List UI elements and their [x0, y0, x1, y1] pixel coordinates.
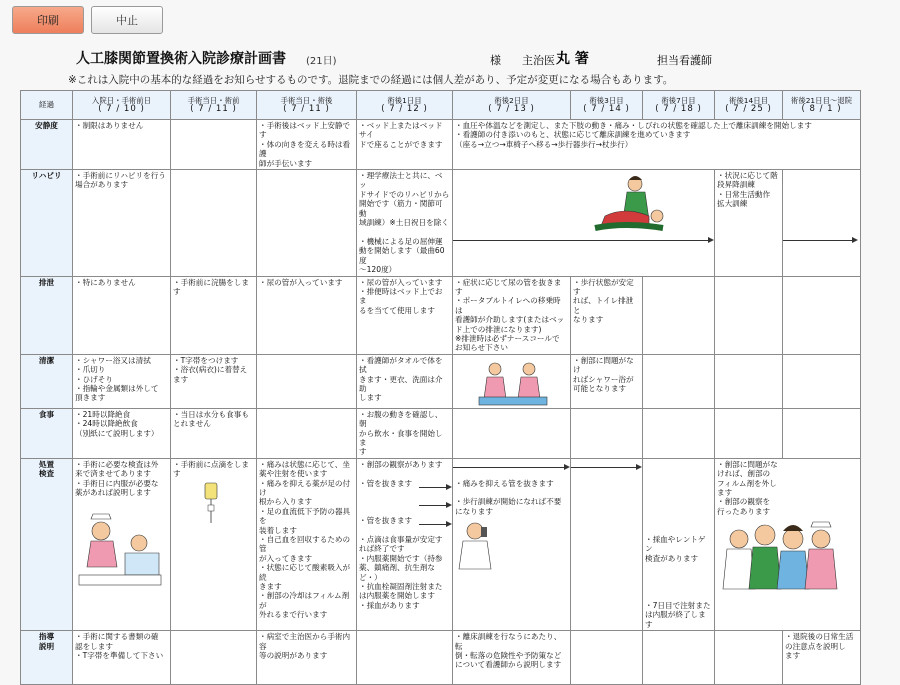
table-cell: ・特にありません [73, 276, 171, 354]
table-cell [357, 631, 453, 685]
table-cell: ・制限はありません [73, 120, 171, 170]
table-cell [453, 170, 715, 276]
column-header: 手術当日・術後 ( 7 / 11 ) [257, 91, 357, 120]
table-cell [715, 408, 783, 458]
table-cell [171, 458, 257, 630]
column-header: 術後21日目～退院 ( 8 / 1 ) [783, 91, 861, 120]
row-label: リハビリ [21, 170, 73, 276]
progress-arrow [453, 463, 570, 471]
table-cell: ・離床訓練を行なうにあたり、転 倒・転落の危険性や予防策など について看護師から説明します [453, 631, 571, 685]
table-cell: ・手術に関する書類の確 認をします ・T字帯を準備して下さい [73, 631, 171, 685]
column-header: 術後7日目 ( 7 / 18 ) [643, 91, 715, 120]
column-header: 術後2日目 ( 7 / 13 ) [453, 91, 571, 120]
document-header [76, 48, 880, 70]
table-cell: ・当日は水分も食事も とれません [171, 408, 257, 458]
progress-arrow [419, 520, 452, 528]
column-header: 術後3日目 ( 7 / 14 ) [571, 91, 643, 120]
table-cell: ・採血やレントゲン 検査があります ・7日目で注射また は内服が終了しま す [643, 458, 715, 630]
table-cell: ・退院後の日常生活 の注意点を説明し ます [783, 631, 861, 685]
row-label: 安静度 [21, 120, 73, 170]
row-excretion [21, 276, 861, 354]
document-title: 人工膝関節置換術入院診療計画書 [76, 51, 286, 67]
column-header: 入院日・手術前日 ( 7 / 10 ) [73, 91, 171, 120]
table-cell [571, 631, 643, 685]
table-cell [257, 408, 357, 458]
table-cell: ・歩行状態が安定す れば、トイレ排泄と なります [571, 276, 643, 354]
column-header: 術後14日目 ( 7 / 25 ) [715, 91, 783, 120]
iv-drip-illustration [199, 479, 223, 527]
table-cell [171, 120, 257, 170]
table-cell: ・21時以降絶食 ・24時以降絶飲食 （別紙にて説明します） [73, 408, 171, 458]
row-label: 清潔 [21, 354, 73, 408]
print-button[interactable]: 印刷 [12, 6, 84, 34]
cell-text: ・創部に問題がな ければ、創部の フィルム剤を外し ます ・創部の観察を 行ったあります [717, 459, 778, 516]
table-cell: ・手術前にリハビリを行う 場合があります [73, 170, 171, 276]
table-cell: ・血圧や体温などを測定し、また下肢の動き・痛み・しびれの状態を確認した上で離床訓練を開始します ・看護師の付き添いのもと、状態に応じて離床訓練を進めていきます （座る→立つ→車椅子へ移る→歩行器歩行→杖歩行） [453, 120, 861, 170]
table-cell: ・シャワー浴又は清拭 ・爪切り ・ひげそり ・指輪や金属類は外して 頂きます [73, 354, 171, 408]
table-cell [643, 276, 715, 354]
table-cell [643, 631, 715, 685]
doctor-name: 丸 箸 [556, 51, 589, 67]
table-cell [453, 408, 571, 458]
nurses-washing-illustration [473, 357, 553, 409]
table-cell: ・ベッド上またはベッドサイ ドで座ることができます [357, 120, 453, 170]
table-cell: ・T字帯をつけます ・浴衣(病衣)に着替え ます [171, 354, 257, 408]
table-cell: ・病室で主治医から手術内容 等の説明があります [257, 631, 357, 685]
row-guidance [21, 631, 861, 685]
table-cell: ・尿の管が入っています [257, 276, 357, 354]
row-label: 排泄 [21, 276, 73, 354]
cell-text: ・創部の観察があります ・管を抜きます ・管を抜きます ・点滴は食事量が安定す れば終了です ・内服薬開始です（持参 薬、鎮痛剤、抗生剤な ど・） ・抗血栓凝固剤注射また は内服薬を開始します ・採血があります [359, 459, 443, 610]
doctor-phone-illustration [455, 519, 495, 571]
table-cell [643, 354, 715, 408]
row-label: 処置 検査 [21, 458, 73, 630]
progress-arrow [571, 463, 642, 471]
table-cell: ・手術後はベッド上安静です ・体の向きを変える時は看護 師が手伝います [257, 120, 357, 170]
table-cell [715, 354, 783, 408]
table-cell: ・状況に応じて階 段昇降訓練 ・日常生活動作 拡大訓練 [715, 170, 783, 276]
table-cell [257, 170, 357, 276]
column-header: 術後1日目 ( 7 / 12 ) [357, 91, 453, 120]
table-cell [171, 170, 257, 276]
table-cell [715, 631, 783, 685]
table-cell [73, 458, 171, 630]
table-cell [783, 408, 861, 458]
row-label: 指導 説明 [21, 631, 73, 685]
table-cell [571, 408, 643, 458]
care-plan-table [20, 90, 861, 685]
table-cell [257, 354, 357, 408]
row-rehab [21, 170, 861, 276]
progress-arrow [419, 501, 452, 509]
table-cell: ・手術前に浣腸をします [171, 276, 257, 354]
table-cell [715, 458, 861, 630]
table-cell [715, 276, 783, 354]
cell-text: ・手術前に点滴をします [173, 459, 249, 479]
table-cell [357, 458, 453, 630]
table-cell [643, 408, 715, 458]
table-cell: ・尿の管が入っています ・排便時はベッド上でおま るを当てて使用します [357, 276, 453, 354]
progress-arrow [419, 483, 452, 491]
header-row [21, 91, 861, 120]
table-cell [171, 631, 257, 685]
patient-honorific: 様 [490, 54, 501, 67]
table-cell [783, 170, 861, 276]
row-procedures [21, 458, 861, 630]
table-cell: ・創部に問題がなけ ればシャワー浴が 可能となります [571, 354, 643, 408]
row-rest [21, 120, 861, 170]
column-header: 手術当日・術前 ( 7 / 11 ) [171, 91, 257, 120]
table-cell [783, 276, 861, 354]
progress-arrow [783, 236, 858, 244]
table-cell [453, 458, 571, 630]
patient-in-bed-illustration [77, 513, 163, 589]
row-meal [21, 408, 861, 458]
care-team-family-illustration [721, 517, 851, 603]
table-cell [453, 354, 571, 408]
stay-days: (21日) [306, 56, 337, 67]
table-cell [783, 354, 861, 408]
toolbar [0, 0, 900, 40]
table-cell: ・お腹の動きを確認し、朝 から飲水・食事を開始しま す [357, 408, 453, 458]
row-hygiene [21, 354, 861, 408]
table-cell: ・痛みは状態に応じて、坐 薬や注射を使います ・痛みを抑える薬が足の付け 根から入ります ・足の血流低下予防の器具を 装着します ・自己血を回収するための管 が入ってきます ・状態に応じて酸素吸入が続 きます ・創部の冷却はフィルム剤が 外れるまで行います [257, 458, 357, 630]
nurse-label: 担当看護師 [657, 54, 712, 67]
table-cell [571, 458, 643, 630]
corner-header: 経過 [21, 91, 73, 120]
cell-text: ・手術に必要な検査は外 来で済ませてあります ・手術日に内服が必要な 薬があれば説明します [75, 459, 159, 497]
table-cell: ・看護師がタオルで体を拭 きます・更衣、洗面は介助 します [357, 354, 453, 408]
doctor-label: 主治医 [522, 54, 555, 67]
notice-text: ※これは入院中の基本的な経過をお知らせするものです。退院までの経過には個人差があり、予定が変更になる場合もあります。 [68, 74, 674, 86]
row-label: 食事 [21, 408, 73, 458]
cell-text: ・痛みを抑える管を抜きます ・歩行訓練が開始になれば不要 になります [455, 478, 562, 516]
table-cell: ・理学療法士と共に、ベッ ドサイドでのリハビリから 開始です（筋力・関節可動 域訓練）※土日祝日を除く ・機械による足の屈伸運 動を開始します（最曲60度 ～120度） [357, 170, 453, 276]
table-cell: ・症状に応じて尿の管を抜きます ・ポータブルトイレへの移乗時は 看護師が介助します(またはベッ ド上での排泄になります) ※排泄時は必ずナースコールで お知らせ下さい [453, 276, 571, 354]
rehab-nurse-patient-illustration [585, 172, 675, 242]
stop-button[interactable]: 中止 [91, 6, 163, 34]
